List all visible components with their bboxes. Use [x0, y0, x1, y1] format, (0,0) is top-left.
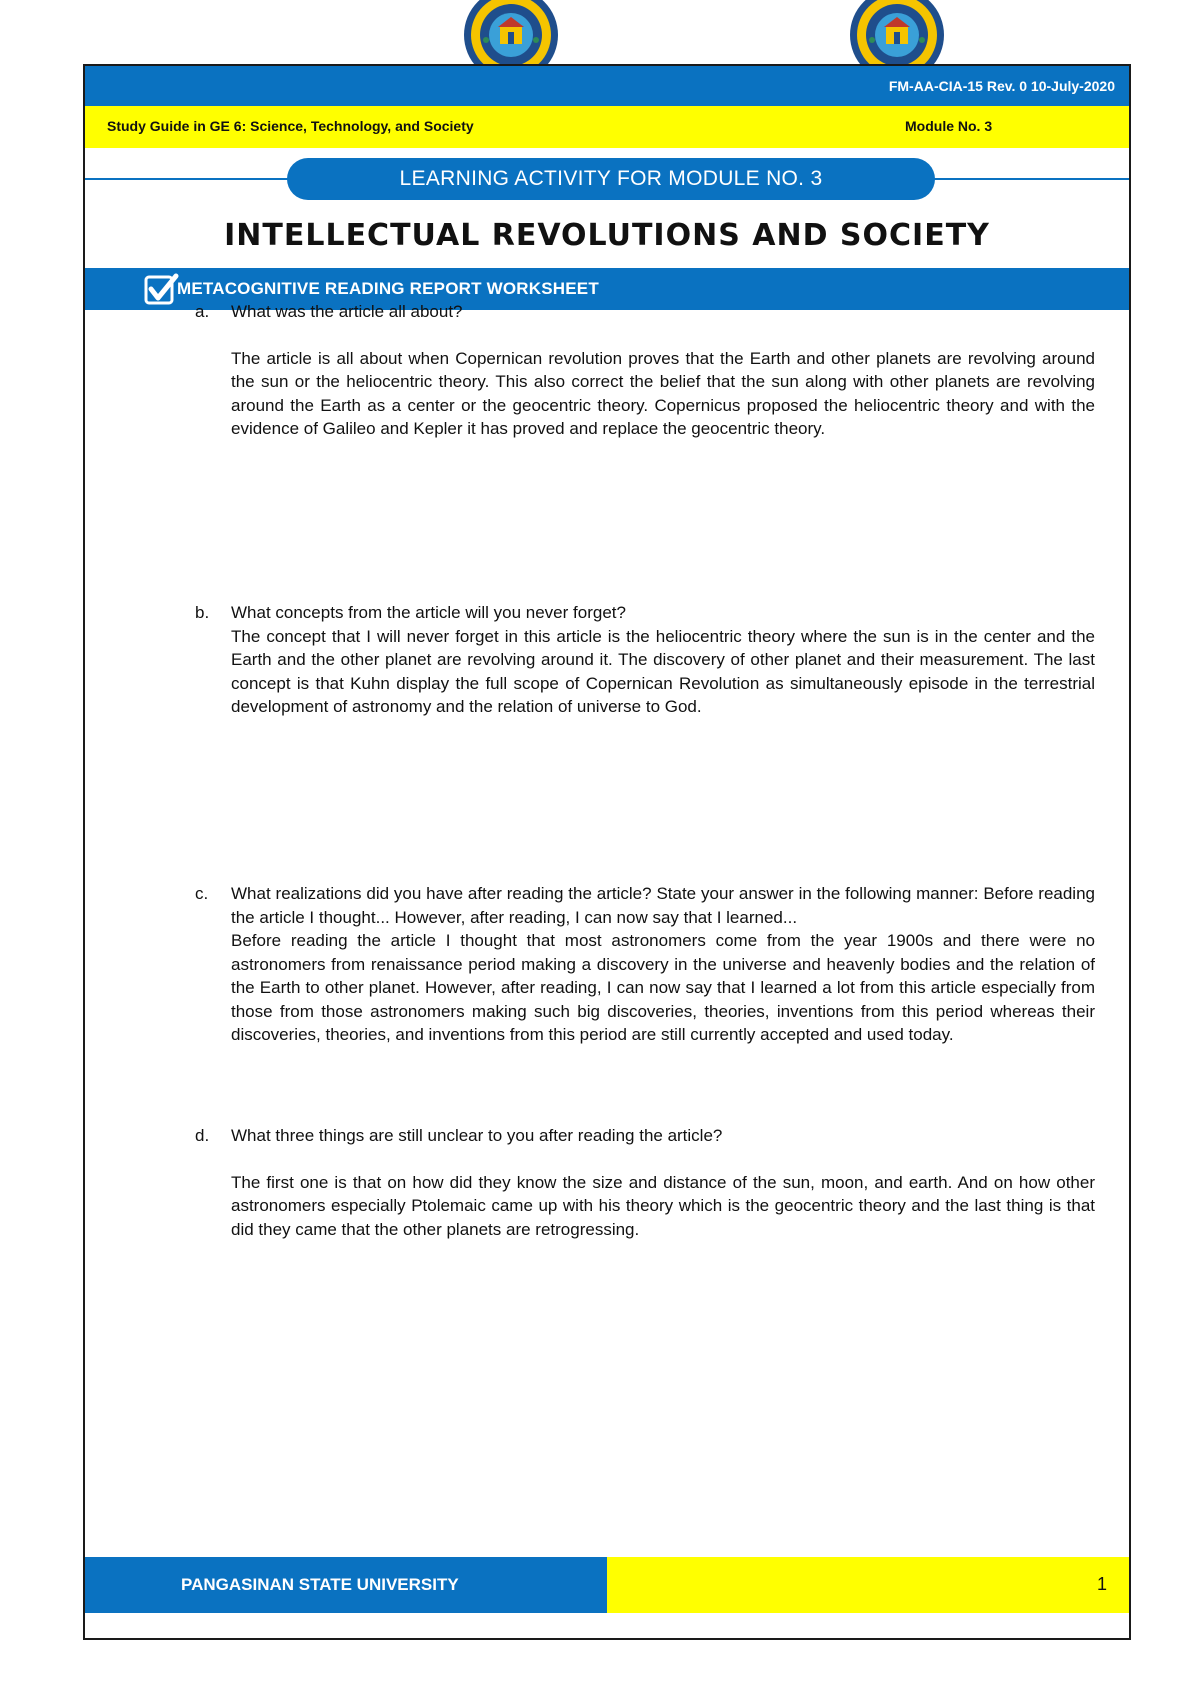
answer-text: The first one is that on how did they know the size and distance of the sun, moon, and earth. And on how other astronomers especially Ptolemaic came up with his theory which is the geocentric theory and the last thing is that did they came that the other planets are retrogressing.	[231, 1172, 1095, 1239]
footer-blue-bar	[85, 1557, 607, 1613]
question-letter: a.	[195, 302, 210, 321]
question-letter: b.	[195, 603, 210, 622]
question-block-b	[195, 601, 1095, 719]
university-seal-right-icon	[848, 0, 946, 70]
question-block-d	[195, 1124, 1095, 1241]
header-yellow-bar	[85, 106, 1129, 148]
question-text: What concepts from the article will you never forget?	[231, 603, 626, 622]
question-block-c	[195, 882, 1095, 1047]
worksheet-title: METACOGNITIVE READING REPORT WORKSHEET	[177, 279, 599, 298]
module-number: Module No. 3	[905, 118, 993, 134]
university-name: PANGASINAN STATE UNIVERSITY	[181, 1575, 459, 1594]
university-seal-left-icon	[462, 0, 560, 70]
page-title: INTELLECTUAL REVOLUTIONS AND SOCIETY	[224, 218, 990, 253]
question-block-a	[195, 300, 1095, 441]
answer-text: The concept that I will never forget in this article is the heliocentric theory where the sun is in the center and the Earth and the other planet are revolving around it. The discovery of other planet and their measurement. The last concept is that Kuhn display the full scope of Copernican Revolution as simultaneously episode in the terrestrial development of astronomy and the relation of universe to God.	[231, 626, 1095, 716]
course-title: Study Guide in GE 6: Science, Technology, and Society	[107, 118, 474, 134]
question-text: What was the article all about?	[231, 302, 463, 321]
page-number: 1	[1096, 1574, 1107, 1594]
question-letter: d.	[195, 1126, 210, 1145]
question-text: What three things are still unclear to you after reading the article?	[231, 1126, 723, 1145]
page-frame	[83, 64, 1131, 1640]
answer-text: Before reading the article I thought that most astronomers come from the year 1900s and there were no astronomers from renaissance period making a discovery in the universe and heavenly bodies and the relation of the Earth to other planet. However, after reading, I can now say that I learned a lot from this article especially from those from those astronomers making such big discoveries, theories, inventions from this period whereas their discoveries, theories, and inventions from this period are still currently accepted and used today.	[231, 931, 1095, 1044]
footer-yellow-bar	[607, 1557, 1129, 1613]
form-code: FM-AA-CIA-15 Rev. 0 10-July-2020	[888, 78, 1115, 94]
header-blue-bar	[85, 66, 1129, 106]
checkbox-check-icon	[143, 272, 179, 308]
answer-text: The article is all about when Copernican revolution proves that the Earth and other planets are revolving around the sun or the heliocentric theory. This also correct the belief that the sun along with other planets are revolving around the Earth as a center or the geocentric theory. Copernicus proposed the heliocentric theory and with the evidence of Galileo and Kepler it has proved and replace the geocentric theory.	[231, 348, 1095, 438]
activity-banner: LEARNING ACTIVITY FOR MODULE NO. 3	[287, 158, 935, 200]
question-text: What realizations did you have after reading the article? State your answer in the following manner: Before reading the article I thought... However, after reading, I can now say that I learned...	[231, 884, 1095, 927]
question-letter: c.	[195, 884, 209, 903]
